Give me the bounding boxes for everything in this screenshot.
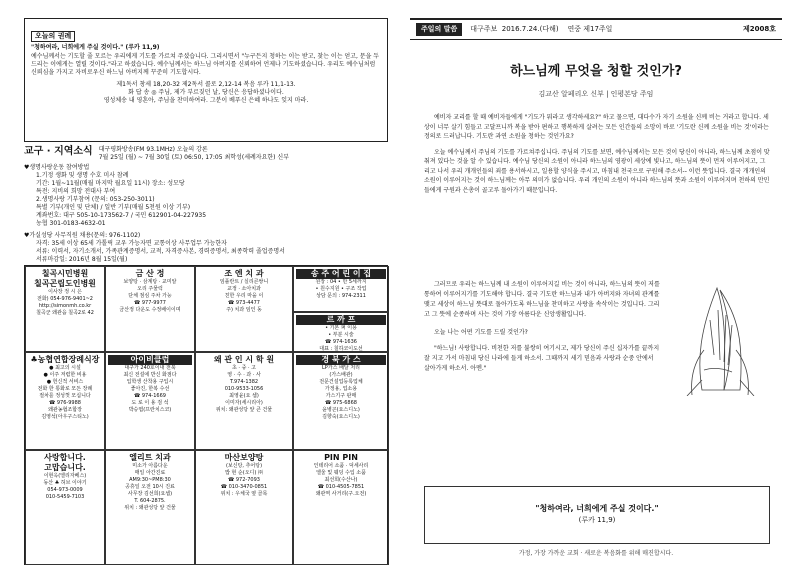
ad-box (25, 450, 105, 565)
ad-line: 미소가 아름다운 (132, 463, 168, 469)
ad-line: 김영석(아우구스티노) (41, 414, 89, 420)
article-author: 김교산 알페리오 신부 | 인평본당 주임 (538, 90, 654, 98)
ad-line: 절차를 정성껏 모십니다 (39, 393, 91, 399)
news-items (24, 164, 388, 264)
ad-line: http://simonmh.co.kr (38, 303, 92, 309)
readings: 제1독서 창세 18,20-32 제2독서 콜로 2,12-14 복음 루카 11,1-13. (116, 81, 296, 88)
ad-box (25, 352, 105, 450)
ad-line: 이사장 정 시 은 (48, 289, 82, 295)
ad-line: • 원수지원 • 구조 작업 (315, 286, 367, 292)
ad-line: 대표 : 칠하코이도선 (319, 346, 363, 352)
left-page (10, 18, 388, 556)
ad-line: 인테리어 소품 · 덕세사리 (313, 463, 369, 469)
ad-line: (가스배관) (329, 372, 353, 378)
ad-line: 이미자(세시리아) (225, 400, 263, 406)
ad-line: 원장 : 04 • 만 5세까지 (315, 279, 367, 285)
ad-line: 010-9533-1056 (224, 386, 264, 392)
footer-slogan: 가정, 가장 가까운 교회 · 새로운 복음화를 위해 매진합시다. (518, 550, 674, 557)
ad-line: ☎ 974-1669 (134, 393, 166, 399)
ad-box (105, 450, 195, 565)
ad-line: 전문건설업등록업체 (319, 379, 363, 385)
ad-line: 010-5459-7103 (45, 494, 85, 500)
ad-title: 금 산 정 (135, 269, 165, 278)
ad-line: • 기본 퍼 이용 (325, 325, 357, 331)
ad-line: 김향숙(요스디노) (322, 414, 360, 420)
ad-title: 엘리트 치과 (129, 453, 171, 462)
quote-text: "청하여라, 너희에게 주실 것이다." (535, 504, 659, 513)
ad-title: 사랑합니다. 고맙습니다. (44, 453, 86, 472)
ad-line: ☎ 975-6868 (325, 400, 357, 406)
ad-line: 가스기구 판매 (325, 393, 357, 399)
paragraph-2: 오늘 예수님께서 주님의 기도를 가르쳐주십니다. 주님의 기도를 보면, 예수님께서는 모든 것이 당신이 아니라, 하느님께 초점이 맞춰져 있다는 것을 알 수 있습니다. 예수님 당신의 소원이 아니라 하느님의 영광이 세상에 빛나고, 하느님의 뜻이 먼저 이루어지고, 그리고 나서 우리 개개인들의 죄를 용서하시고, 일용할 양식을 주시고, 마침내 천국으로 구원해 주소서-- 이런 뜻입니다. 결국 개개인의 소원이 이루어지는 것이 하느님께는 아무 의미가 없습니다. 우리 개인의 소원이 아니라 하느님의 뜻과 소원이 이루어지며 천하의 만민들에게 구원과 은총이 골고루 돌아가기 때문입니다. (424, 148, 770, 194)
today-word-verse: "청하여라, 너희에게 주실 것이다." (루카 11,9) (31, 44, 160, 51)
today-word-label: 오늘의 권례 (31, 31, 75, 42)
paragraph-1: 예비자 교리를 할 때 예비자들에게 "기도가 뭐라고 생각하세요?" 하고 물으면, 대다수가 자기 소원을 신께 비는 거라고 합니다. 세상이 너무 살기 힘들고 고달프니까 복을 받아 편하고 행복하게 살려는 모든 인간들의 소망이 바로 '기도란 신께 소원을 비는 것'이라는 정의로 드러납니다. 기도란 과연 소원을 청하는 것인가요? (424, 114, 769, 140)
issue-number: 제2008호 (742, 25, 776, 33)
ad-line: 054-973-0009 (47, 487, 83, 493)
ad-line: AM9:30~PM8:30 (129, 477, 171, 483)
ad-line: 주) 치과 임인 동 (226, 307, 262, 313)
ad-line: 사무장 김선희(요셉) (127, 491, 173, 497)
ad-line: ● 이주 저렴한 비용 (43, 372, 87, 378)
news-item: 자격: 35세 이상 65세 가톨릭 교우 가능자면 교통이상 사무업무 가능한자 (36, 240, 227, 247)
ad-line: 윤병곤(요스디노) (322, 407, 360, 413)
ad-title: 마산보양탕 (224, 453, 264, 462)
ad-line: ☎ 972-7093 (228, 477, 260, 483)
psalm: 화 답 송 ◎ 주님, 제가 부르짖던 날, 당신은 응답하셨나이다. (128, 89, 284, 96)
ad-line: ☎ 977-9977 (134, 300, 166, 306)
ad-line: ● 최고의 시설 (49, 365, 81, 371)
ad-line: 단체 점심 주차 가능 (128, 293, 172, 299)
ad-line: 위치 : 왜관성당 앞 건물 (124, 505, 176, 511)
ad-line: 초 · 중 · 고 (231, 365, 257, 371)
ad-title: PIN PIN (324, 453, 358, 462)
ad-box (293, 312, 389, 352)
ad-box (195, 352, 293, 450)
paragraph-5: "하느님! 사랑합니다. 비천한 저를 불쌍히 여기시고, 제가 당신이 주신 십자가를 끝까지 잘 지고 가서 마침내 당신 나라에 들게 하소서. 그때까지 세기 믿음과 사랑과 순중 안에서 살아가게 하소서. 아멘." (424, 345, 660, 372)
radio-line: 대구평화방송(FM 93.1MHz) 오늘의 강론 (98, 146, 208, 153)
ad-line: ☎ 010-4505-7851 (317, 484, 365, 490)
ad-line: 상담 문의 : 974-2311 (316, 293, 366, 299)
ad-line: 위치 : 우체국 옆 골목 (220, 491, 268, 497)
ad-title: 왜 관 인 시 학 원 (213, 355, 275, 364)
ad-line: ☎ 974-1636 (325, 339, 357, 345)
ad-line: 전화 한 통화로 모든 장례 (37, 386, 93, 392)
ad-box (195, 266, 293, 352)
ad-line: 최신 전설에 반신 화점다 (123, 372, 177, 378)
ad-line: ☎ 976-9988 (49, 400, 81, 406)
paragraph-3: 그러므로 우리는 하느님께 내 소원이 이루어지길 비는 것이 아니라, 하느님의 뜻이 저를 통하여 이루어지기를 기도해야 합니다. 결국 기도란 하느님과 내가 아버지와 자녀의 관계를 맺고 세상이 하느님 뜻대로 돌아가도록 하느님을 찬미하고 사랑을 속삭이는 것입니다. 그리고 그 뜻에 순종하며 사는 것이 가장 아름다운 신앙생활입니다. (424, 281, 660, 318)
quote-ref: (루카 11,9) (578, 516, 616, 524)
ad-title: 송 주 어 린 이 집 (296, 269, 386, 279)
ad-line: 가정용, 업소용 (324, 386, 358, 392)
praying-hands-illustration (662, 280, 772, 396)
ads-grid (24, 265, 388, 565)
ad-line: ☎ 973-4477 (228, 300, 260, 306)
ad-title: 르 까 프 (296, 315, 386, 325)
ad-title: 칠곡시민병원 칠곡곤립도인병원 (34, 269, 96, 288)
header-tag: 주일의 말씀 (416, 23, 462, 36)
ad-line: 왜관역 사거리(구.오전) (315, 491, 367, 497)
ad-box (293, 352, 389, 450)
ad-title: 경 북 가 스 (296, 355, 386, 365)
today-word-box (24, 18, 388, 142)
news-item: 서류마감일: 2016년 8월 15일(월) (36, 256, 128, 263)
ad-line: 오리 주물럭 (137, 286, 163, 292)
news-item: 기간: 1월~11월(매월 마지막 월요일 11시) 장소: 성모당 (36, 180, 185, 187)
ad-line: ☎ 010-3470-0851 (220, 484, 268, 490)
ad-line: 도 로 이 용 검 석 (131, 400, 169, 406)
news-item: 농협 301-0183-4632-01 (36, 220, 106, 227)
ad-line: T. 604-2875. (134, 498, 166, 504)
news-item: 1.기정 생화 및 생명 수호 미사 참례 (36, 172, 129, 179)
ad-line: (보신탕, 추어탕) (225, 463, 263, 469)
ad-title: 조 엔 치 과 (224, 269, 264, 278)
ad-box (293, 450, 389, 565)
ad-line: ● 헌신적 서비스 (46, 379, 84, 385)
ad-line: 보양탕 · 삼계탕 · 교미알 (123, 279, 177, 285)
ad-box (105, 352, 195, 450)
radio-time: 7월 25일 (월) ~ 7월 30일 (토) 06:50, 17:05 최학성(세례자요한) 신부 (98, 154, 290, 161)
ad-line: 칠곡군 왜관읍 칠곡2로 42 (36, 310, 94, 316)
ad-title: 아이비클럽 (108, 355, 192, 365)
header-line: 대구주보 2016.7.24.(다해) 연중 제17주일 (470, 25, 613, 33)
ad-line: T.974-1382 (229, 379, 259, 385)
news-item: ♥생명사랑운동 참여방법 (24, 164, 90, 171)
article-title: 하느님께 무엇을 청할 것인가? (510, 64, 682, 79)
ad-line: 영 · 수 · 과 · 사 (227, 372, 261, 378)
ad-line: 금산정 다운도 수정배이이며 (119, 307, 181, 313)
news-item: 서류: 이력서, 자기소개서, 가족관계증명서, 교적, 자격증사본, 경력증명서, 최종학력 졸업증명서 (36, 248, 285, 255)
paragraph-4: 오늘 나는 어떤 기도를 드릴 것인가? (434, 329, 528, 336)
news-title: 교구 · 지역소식 (24, 146, 93, 157)
ad-line: 엘울 및 웨딩 수입 소품 (316, 470, 366, 476)
ad-line: 매일 아간진료 (134, 470, 166, 476)
ad-title: ♣농협연합장례식장 (30, 355, 100, 364)
ad-line: 입학생 산착용 구입시 (126, 379, 174, 385)
ad-line: 대구가 240호이내 전북 (124, 365, 176, 371)
news-item: ♥가실성당 사무직원 채용(문의: 976-1102) (24, 232, 141, 239)
article-body (424, 113, 770, 195)
article-body-lower (424, 280, 660, 374)
news-item: 계좌번호: 대구 505-10-173562-7 / 국민 612901-04-227935 (36, 212, 207, 219)
ad-line: 교정 · 소아치과 (227, 286, 261, 292)
ad-line: 위치: 왜관성당 앞 큰 건물 (215, 407, 273, 413)
ad-line: 친한 우리 마을 이 (224, 293, 264, 299)
ad-line: 이현옥(엘리자베스) (43, 473, 87, 479)
ad-line: 공휴일 오전 10시 진료 (125, 484, 175, 490)
ad-line: 임플란트 / 실리콘쌍니 (219, 279, 269, 285)
ad-line: 왜관농협조합장 (48, 407, 82, 413)
ad-line: • 부분 시술 (328, 332, 354, 338)
ad-line: 박승엽(프란치스코) (128, 407, 172, 413)
ad-box (195, 450, 293, 565)
news-item: 특별 기부(개인 및 단체) / 일반 기부(매월 5천원 이상 기부) (36, 204, 191, 211)
communion: 영성체송 내 영혼아, 주님을 찬미하여라. 그분이 베푸신 은혜 하나도 잊지 마라. (103, 97, 309, 104)
ad-box (105, 266, 195, 352)
ad-line: 최선희(수산나) (324, 477, 358, 483)
ad-line: 최영윤(요 셉) (229, 393, 259, 399)
header-bar (410, 18, 782, 40)
news-item: 2.생명사랑 기부참여 (문의: 053-250-3011) (36, 196, 155, 203)
ad-box (25, 266, 105, 352)
today-word-body: 예수님께서는 기도할 줄 모르는 우리에게 기도를 가르쳐 주셨습니다. 그리시면서 "누구든지 청하는 이는 받고, 찾는 이는 얻고, 문을 두드리는 이에게는 열릴 것이다."라고 하셨습니다. 예수님께서는 하느님 아버지를 신뢰하여 언제나 기도하셨습니다. 우리도 예수님처럼 신뢰심을 가지고 자비로우신 하느님 아버지께 꾸준히 기도합시다. (31, 53, 380, 76)
news-item: 특전: 지비의 희망 전대사 부여 (36, 188, 116, 195)
ad-line: 밥 현 순(오디) ㈜ (225, 470, 263, 476)
news-section (24, 146, 388, 262)
ad-box (293, 266, 389, 312)
ad-line: 전화) 054-976-9401~2 (37, 296, 93, 302)
ad-line: 동산 ♣ 허브 이야기 (43, 480, 87, 486)
quote-box (424, 486, 770, 544)
right-page (410, 18, 782, 556)
ad-line: LP가스 배달 처리 (322, 365, 360, 371)
ad-line: 좋아진, 한복 수선 (130, 386, 170, 392)
